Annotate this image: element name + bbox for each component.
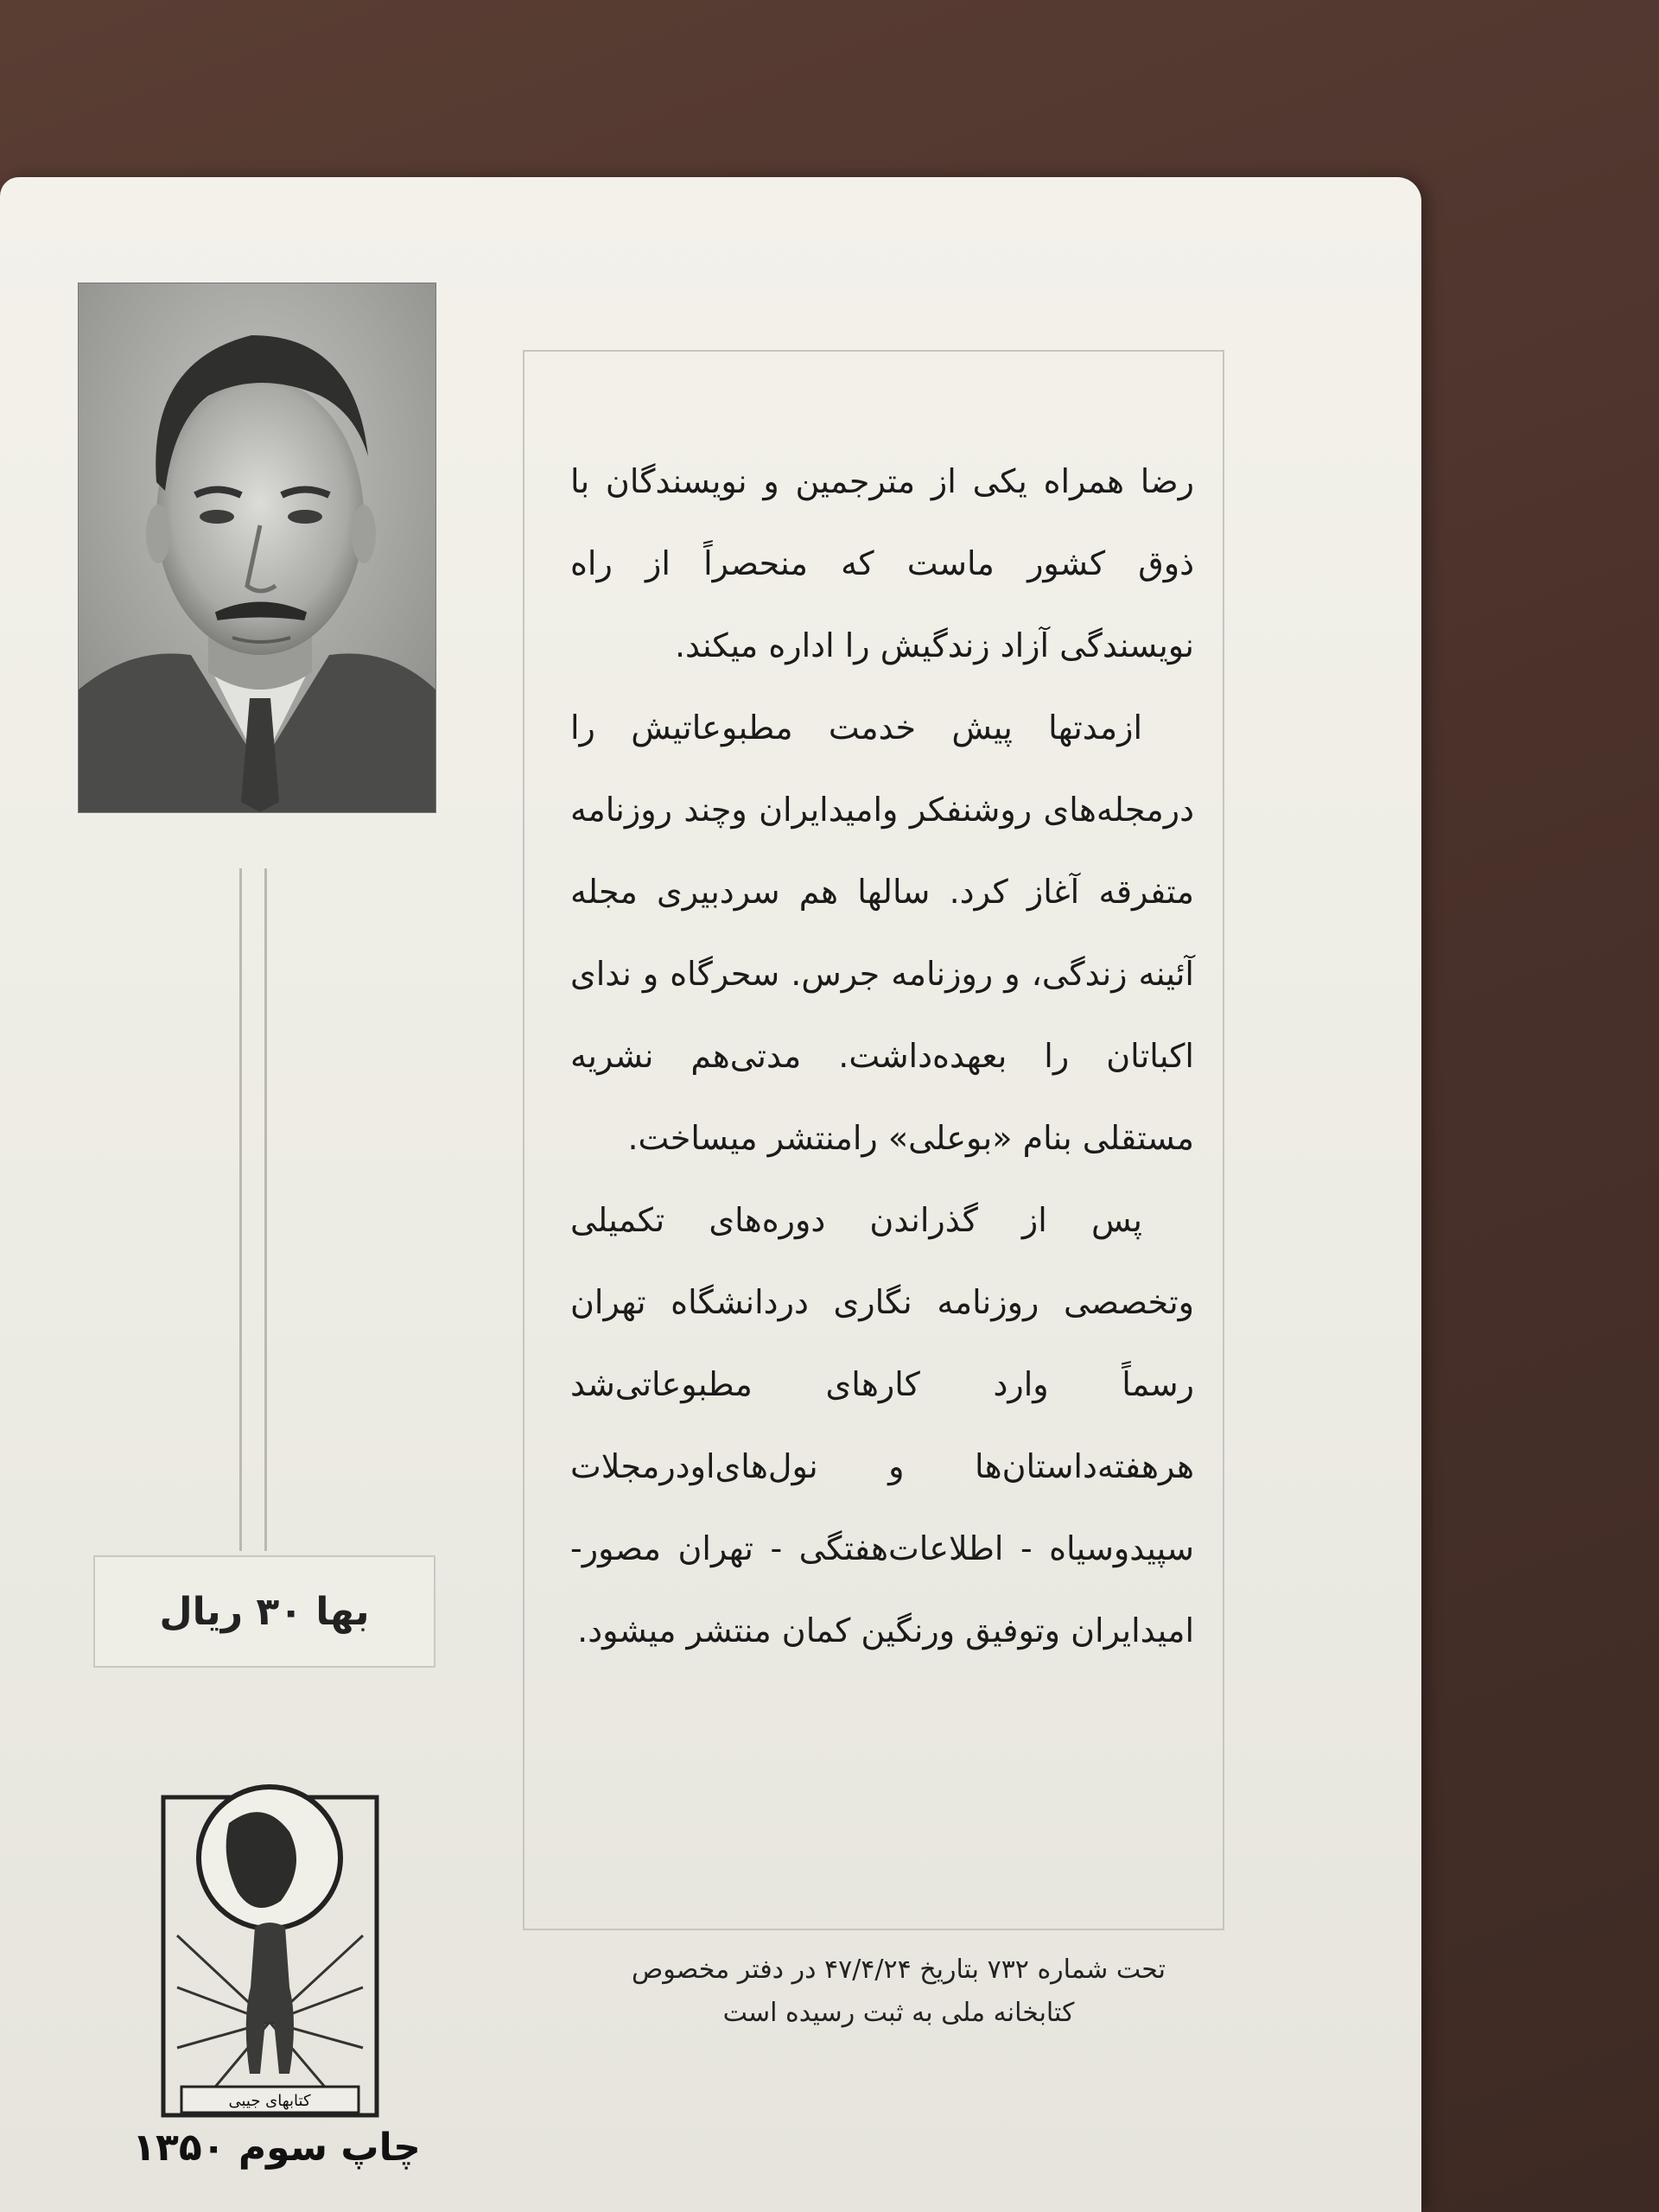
- registration-line-2: کتابخانه ملی به ثبت رسیده است: [722, 1998, 1075, 2028]
- biography-paragraph-3: پس از گذراندن دوره‌های تکمیلی وتخصصی روزنامه نگاری دردانشگاه تهران رسماً وارد کارهای مطبوعاتی‌شد هرهفته‌داستان‌ها و نول‌های‌اودرمجلات سپیدوسیاه - اطلاعات‌هفتگی - تهران مصور- امیدایران وتوفیق ورنگین کمان منتشر میشود.: [570, 1201, 1194, 1649]
- registration-note: [536, 1948, 1262, 2035]
- portrait-illustration: [79, 283, 435, 812]
- biography-paragraph-1: رضا همراه یکی از مترجمین و نویسندگان با ذوق کشور ماست که منحصراً از راه نویسندگی آزاد زندگیش را اداره میکند.: [570, 462, 1194, 664]
- decorative-line-right: [264, 868, 267, 1551]
- author-portrait: [78, 283, 436, 813]
- edition-label: چاپ سوم ۱۳۵۰: [132, 2126, 421, 2170]
- price-box: [93, 1555, 435, 1668]
- price-label: بها ۳۰ ریال: [159, 1589, 370, 1634]
- publisher-logo: [160, 1763, 380, 2121]
- registration-line-1: تحت شماره ۷۳۲ بتاریخ ۴۷/۴/۲۴ در دفتر مخصوص: [631, 1955, 1166, 1985]
- biography-paragraph-2: ازمدتها پیش خدمت مطبوعاتیش را درمجله‌های روشنفکر وامیدایران وچند روزنامه متفرقه آغاز کرد. سالها هم سردبیری مجله آئینه زندگی، و روزنامه جرس. سحرگاه و ندای اکباتان را بعهده‌داشت. مدتی‌هم نشریه مستقلی بنام «بوعلی» رامنتشر میساخت.: [570, 709, 1194, 1157]
- decorative-line-left: [239, 868, 242, 1551]
- atlas-globe-emblem: [160, 1763, 380, 2121]
- biography-text: [570, 441, 1194, 1672]
- publisher-logo-text: کتابهای جیبی: [228, 2092, 311, 2110]
